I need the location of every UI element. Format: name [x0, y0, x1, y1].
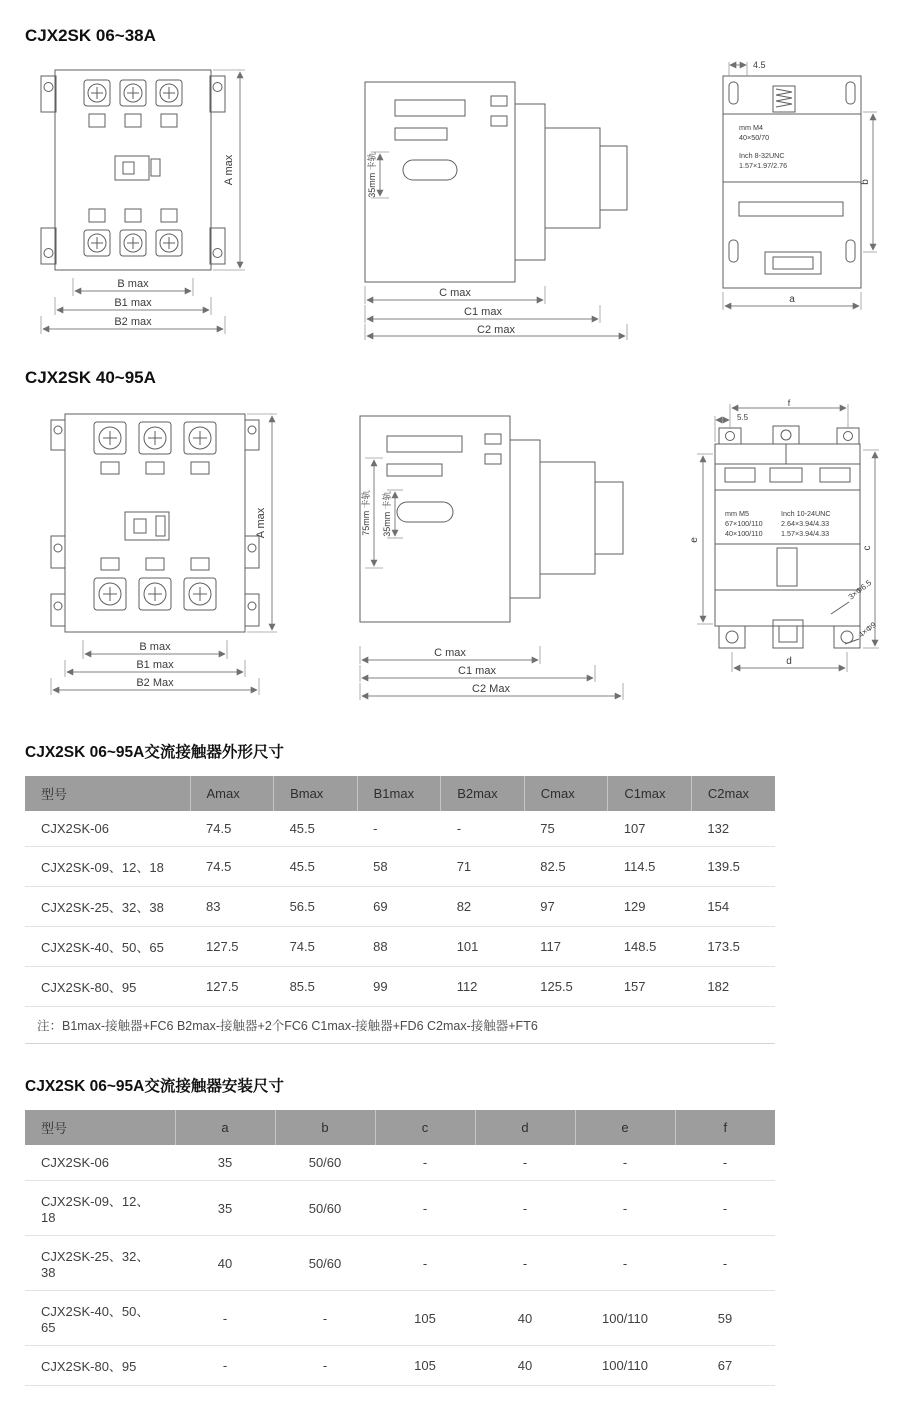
value-cell: -: [675, 1181, 775, 1236]
table-row: [25, 1236, 775, 1291]
dim-label-b2-max: B2 Max: [136, 677, 174, 689]
spec-mm-label: mm M5: [725, 509, 749, 518]
value-cell: 50/60: [275, 1181, 375, 1236]
table-header-row: [25, 1110, 775, 1145]
table-row: [25, 847, 775, 887]
dim-label-b: b: [860, 179, 871, 185]
value-cell: 132: [691, 811, 775, 847]
dim-label-5-5: 5.5: [737, 413, 749, 422]
value-cell: 40: [475, 1291, 575, 1346]
spec-inch-label: Inch 10-24UNC: [781, 509, 831, 518]
spec-mm-value: 40×50/70: [739, 133, 770, 142]
value-cell: -: [475, 1181, 575, 1236]
value-cell: 117: [524, 927, 608, 967]
dim-label-c2-max: C2 max: [477, 324, 515, 336]
value-cell: 82: [441, 887, 525, 927]
table-note-row: [25, 1007, 775, 1044]
value-cell: -: [375, 1181, 475, 1236]
value-cell: -: [441, 811, 525, 847]
value-cell: 74.5: [190, 811, 274, 847]
value-cell: 154: [691, 887, 775, 927]
table-note: 注：B1max-接触器+FC6 B2max-接触器+2个FC6 C1max-接触器+FD6 C2max-接触器+FT6: [25, 1007, 775, 1044]
column-header: c: [375, 1110, 475, 1145]
column-header: d: [475, 1110, 575, 1145]
value-cell: 125.5: [524, 967, 608, 1007]
value-cell: -: [475, 1145, 575, 1181]
model-cell: CJX2SK-09、12、18: [25, 1181, 175, 1236]
column-header: e: [575, 1110, 675, 1145]
model-cell: CJX2SK-06: [25, 1145, 175, 1181]
value-cell: 69: [357, 887, 441, 927]
value-cell: 67: [675, 1346, 775, 1386]
value-cell: 58: [357, 847, 441, 887]
table-row: [25, 1291, 775, 1346]
model-cell: CJX2SK-25、32、38: [25, 1236, 175, 1291]
column-header: 型号: [25, 1110, 175, 1145]
value-cell: 56.5: [274, 887, 358, 927]
value-cell: 88: [357, 927, 441, 967]
rear-view-drawing: [723, 76, 861, 288]
column-header: Amax: [190, 776, 274, 811]
value-cell: -: [175, 1291, 275, 1346]
model-cell: CJX2SK-80、95: [25, 967, 190, 1007]
front-view-dimensions: [41, 70, 245, 334]
table-body: [25, 811, 775, 1007]
dim-label-rail-75: 75mm 卡轨: [361, 490, 371, 536]
dim-label-c: c: [862, 545, 873, 551]
value-cell: 97: [524, 887, 608, 927]
column-header: C1max: [608, 776, 692, 811]
value-cell: 40: [175, 1236, 275, 1291]
model-cell: CJX2SK-40、50、65: [25, 927, 190, 967]
model-cell: CJX2SK-09、12、18: [25, 847, 190, 887]
value-cell: -: [275, 1291, 375, 1346]
value-cell: -: [675, 1145, 775, 1181]
value-cell: 35: [175, 1145, 275, 1181]
side-view-dimensions: [360, 458, 623, 700]
column-header: a: [175, 1110, 275, 1145]
dim-label-a-max: A max: [223, 154, 235, 186]
model-cell: CJX2SK-40、50、65: [25, 1291, 175, 1346]
value-cell: 83: [190, 887, 274, 927]
technical-drawing-06-38: [25, 56, 881, 340]
dim-label-b1-max: B1 max: [114, 297, 152, 309]
value-cell: -: [475, 1236, 575, 1291]
value-cell: 85.5: [274, 967, 358, 1007]
value-cell: 82.5: [524, 847, 608, 887]
value-cell: 105: [375, 1346, 475, 1386]
value-cell: -: [575, 1181, 675, 1236]
mounting-dimensions-title: CJX2SK 06~95A交流接触器安装尺寸: [25, 1078, 284, 1095]
value-cell: 173.5: [691, 927, 775, 967]
section-title-40-95: CJX2SK 40~95A: [25, 368, 156, 387]
value-cell: 35: [175, 1181, 275, 1236]
hole-label-4x9: 4×Φ9: [856, 620, 878, 640]
dim-label-e: e: [689, 537, 700, 543]
column-header: Cmax: [524, 776, 608, 811]
mounting-dimensions-table: [25, 1110, 775, 1386]
dim-label-4-5: 4.5: [753, 60, 766, 70]
value-cell: 139.5: [691, 847, 775, 887]
dim-label-b-max: B max: [139, 641, 171, 653]
table-body: [25, 1145, 775, 1386]
value-cell: 45.5: [274, 847, 358, 887]
technical-drawing-40-95: [25, 398, 881, 710]
value-cell: 45.5: [274, 811, 358, 847]
value-cell: -: [275, 1346, 375, 1386]
value-cell: 105: [375, 1291, 475, 1346]
value-cell: 148.5: [608, 927, 692, 967]
value-cell: 74.5: [190, 847, 274, 887]
spec-inch-value: 1.57×1.97/2.76: [739, 161, 788, 170]
value-cell: 114.5: [608, 847, 692, 887]
model-cell: CJX2SK-25、32、38: [25, 887, 190, 927]
drawing-row-40-95: [25, 398, 881, 710]
spec-inch-value-2: 1.57×3.94/4.33: [781, 529, 830, 538]
value-cell: 100/110: [575, 1291, 675, 1346]
value-cell: -: [375, 1145, 475, 1181]
value-cell: 50/60: [275, 1236, 375, 1291]
value-cell: -: [675, 1236, 775, 1291]
rear-view-dimensions: [723, 62, 877, 310]
column-header: f: [675, 1110, 775, 1145]
table-row: [25, 1346, 775, 1386]
table-row: [25, 927, 775, 967]
dim-label-c2-max: C2 Max: [472, 683, 510, 695]
table-header-row: [25, 776, 775, 811]
model-cell: CJX2SK-80、95: [25, 1346, 175, 1386]
value-cell: -: [357, 811, 441, 847]
column-header: C2max: [691, 776, 775, 811]
front-view-drawing: [41, 70, 225, 270]
value-cell: 101: [441, 927, 525, 967]
side-view-drawing: [365, 82, 627, 282]
dim-label-rail-35: 35mm 卡轨: [382, 491, 392, 537]
spec-inch-label: Inch 8-32UNC: [739, 151, 785, 160]
value-cell: 182: [691, 967, 775, 1007]
front-view-drawing: [51, 414, 259, 632]
value-cell: -: [575, 1145, 675, 1181]
hole-label-3x6-5: 3×Φ6.5: [846, 578, 874, 602]
value-cell: 40: [475, 1346, 575, 1386]
value-cell: -: [175, 1346, 275, 1386]
value-cell: 107: [608, 811, 692, 847]
dim-label-d: d: [786, 656, 792, 667]
value-cell: 59: [675, 1291, 775, 1346]
value-cell: 112: [441, 967, 525, 1007]
spec-mm-label: mm M4: [739, 123, 763, 132]
value-cell: 100/110: [575, 1346, 675, 1386]
value-cell: -: [375, 1236, 475, 1291]
value-cell: 127.5: [190, 967, 274, 1007]
value-cell: 50/60: [275, 1145, 375, 1181]
dim-label-c1-max: C1 max: [464, 306, 502, 318]
table-row: [25, 1181, 775, 1236]
dim-label-a: a: [789, 294, 795, 305]
section-title-06-38: CJX2SK 06~38A: [25, 26, 156, 45]
outline-dimensions-table: [25, 776, 775, 1044]
column-header: Bmax: [274, 776, 358, 811]
column-header: B2max: [441, 776, 525, 811]
model-cell: CJX2SK-06: [25, 811, 190, 847]
outline-dimensions-title: CJX2SK 06~95A交流接触器外形尺寸: [25, 744, 284, 761]
value-cell: 129: [608, 887, 692, 927]
value-cell: 127.5: [190, 927, 274, 967]
column-header: B1max: [357, 776, 441, 811]
spec-mm-value-2: 40×100/110: [725, 529, 763, 538]
dim-label-rail-35: 35mm 卡轨: [367, 152, 377, 198]
column-header: 型号: [25, 776, 190, 811]
dim-label-a-max: A max: [255, 507, 267, 539]
value-cell: 74.5: [274, 927, 358, 967]
dim-label-c-max: C max: [434, 647, 466, 659]
table-row: [25, 967, 775, 1007]
value-cell: 75: [524, 811, 608, 847]
dim-label-c-max: C max: [439, 287, 471, 299]
dim-label-f: f: [787, 398, 791, 408]
table-row: [25, 811, 775, 847]
table-row: [25, 1145, 775, 1181]
column-header: b: [275, 1110, 375, 1145]
side-view-drawing: [360, 416, 623, 622]
value-cell: 157: [608, 967, 692, 1007]
dim-label-b2-max: B2 max: [114, 316, 152, 328]
dim-label-c1-max: C1 max: [458, 665, 496, 677]
dim-label-b-max: B max: [117, 278, 149, 290]
value-cell: 99: [357, 967, 441, 1007]
spec-mm-value-1: 67×100/110: [725, 519, 763, 528]
spec-inch-value-1: 2.64×3.94/4.33: [781, 519, 830, 528]
value-cell: 71: [441, 847, 525, 887]
drawing-row-06-38: [25, 56, 881, 340]
dim-label-b1-max: B1 max: [136, 659, 174, 671]
value-cell: -: [575, 1236, 675, 1291]
table-row: [25, 887, 775, 927]
